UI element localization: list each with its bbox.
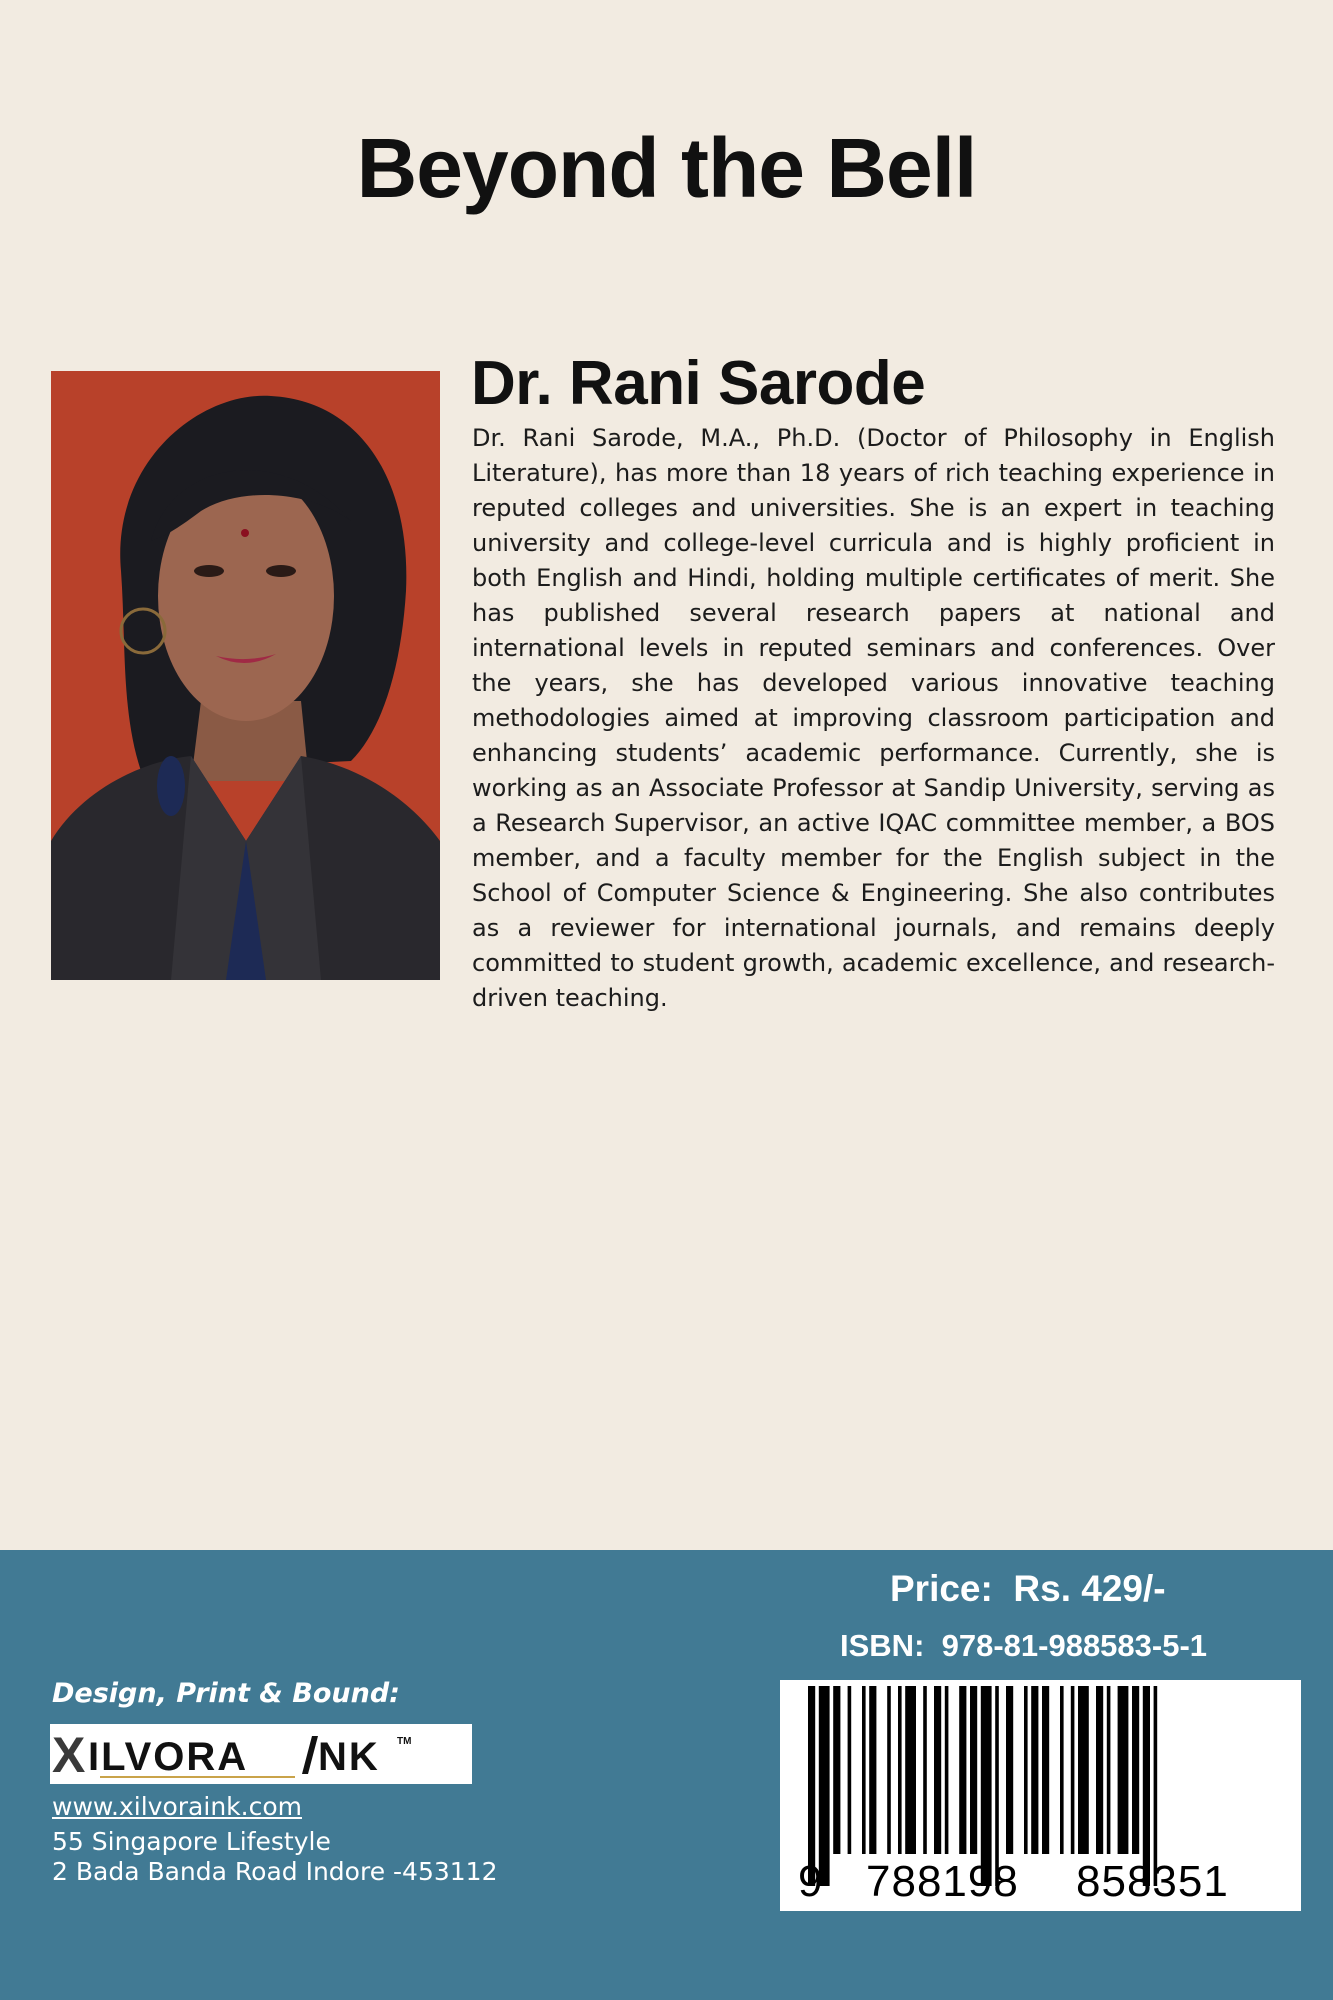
barcode-bar xyxy=(1118,1686,1129,1854)
publisher-logo xyxy=(50,1724,472,1784)
barcode-bar xyxy=(898,1686,902,1854)
logo-word1: ILVORA xyxy=(88,1735,249,1779)
logo-word2: NK xyxy=(318,1735,380,1779)
isbn-barcode xyxy=(780,1680,1301,1911)
barcode-bar xyxy=(995,1686,999,1886)
design-print-label: Design, Print & Bound: xyxy=(52,1678,400,1709)
author-bio: Dr. Rani Sarode, M.A., Ph.D. (Doctor of Philosophy in English Literature), has more than 18 years of rich teaching experience in reputed colleges and universities. She is an expert in teaching university and college-level curricula and is highly proficient in both English and Hindi, holding multiple certificates of merit. She has published several research papers at national and international levels in reputed seminars and conferences. Over the years, she has developed various innovative teaching methodologies aimed at improving classroom participation and enhancing students’ academic performance. Currently, she is working as an Associate Professor at Sandip University, serving as a Research Supervisor, an active IQAC committee member, a BOS member, and a faculty member for the English subject in the School of Computer Science & Engineering. She also contributes as a reviewer for international journals, and remains deeply committed to student growth, academic excellence, and research-driven teaching. xyxy=(472,424,1275,1012)
address-line-2: 2 Bada Banda Road Indore -453112 xyxy=(52,1857,498,1886)
barcode-bar xyxy=(1042,1686,1049,1854)
logo-trademark: TM xyxy=(397,1736,412,1747)
website-link[interactable]: www.xilvoraink.com xyxy=(52,1792,302,1821)
barcode-bar xyxy=(1071,1686,1075,1854)
barcode-bar xyxy=(819,1686,830,1886)
logo-pen-icon xyxy=(302,1736,318,1774)
barcode-bar xyxy=(1024,1686,1028,1854)
barcode-bar xyxy=(981,1686,992,1886)
barcode-bar xyxy=(869,1686,876,1854)
barcode-bar xyxy=(934,1686,941,1854)
logo-x-letter: X xyxy=(52,1727,86,1783)
barcode-bar xyxy=(905,1686,916,1854)
address-line-1: 55 Singapore Lifestyle xyxy=(52,1827,331,1856)
barcode-bar xyxy=(808,1686,815,1886)
barcode-bar xyxy=(959,1686,966,1854)
barcode-bar xyxy=(1031,1686,1038,1854)
barcode-bar xyxy=(1107,1686,1111,1854)
barcode-bar xyxy=(1143,1686,1150,1886)
author-name: Dr. Rani Sarode xyxy=(471,349,926,418)
barcode-bar xyxy=(1154,1686,1158,1886)
barcode-digits-group1: 788198 xyxy=(866,1857,1019,1906)
barcode-bar xyxy=(970,1686,977,1854)
author-photo xyxy=(51,371,440,980)
barcode-bar xyxy=(1078,1686,1089,1854)
barcode-bar xyxy=(1132,1686,1139,1854)
barcode-bar xyxy=(862,1686,866,1854)
book-title: Beyond the Bell xyxy=(356,121,977,215)
barcode-bar xyxy=(887,1686,891,1854)
barcode-bar xyxy=(945,1686,949,1854)
isbn-label: ISBN: 978-81-988583-5-1 xyxy=(840,1628,1208,1663)
barcode-bar xyxy=(1096,1686,1103,1854)
barcode-bar xyxy=(848,1686,852,1854)
barcode-bar xyxy=(1006,1686,1013,1854)
price-label: Price: Rs. 429/- xyxy=(890,1568,1166,1609)
barcode-bar xyxy=(1060,1686,1064,1854)
barcode-digit-first: 9 xyxy=(798,1857,823,1906)
barcode-bar xyxy=(833,1686,840,1854)
barcode-digits-group2: 858351 xyxy=(1076,1857,1229,1906)
barcode-bar xyxy=(923,1686,927,1854)
